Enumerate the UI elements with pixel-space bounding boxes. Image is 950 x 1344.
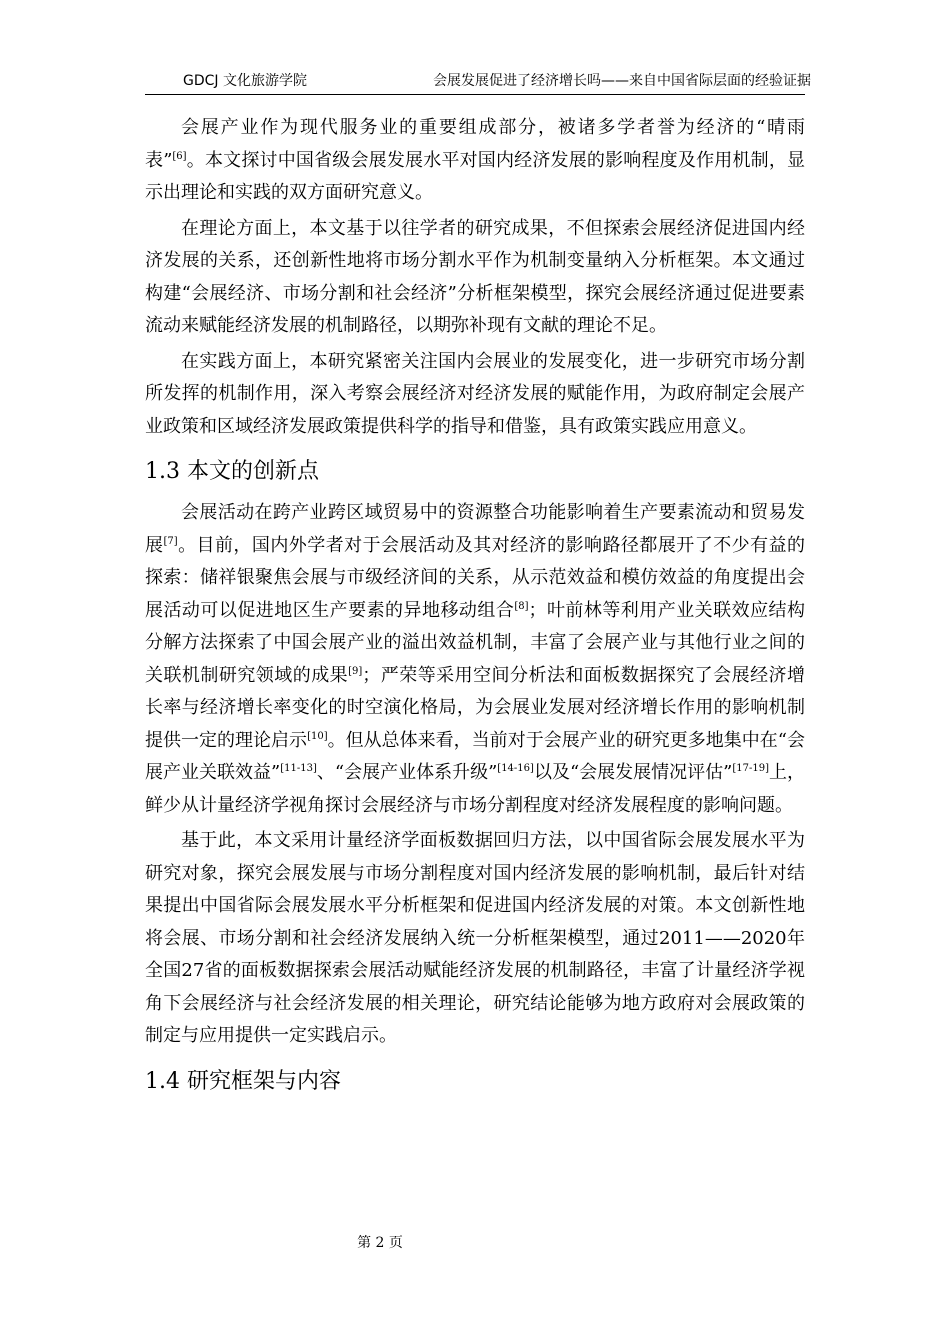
paragraph-intro: 会展产业作为现代服务业的重要组成部分，被诸多学者誉为经济的“晴雨表”[6]。本文探讨中国省级会展发展水平对国内经济发展的影响程度及作用机制，显示出理论和实践的双方面研究意义。 [145, 117, 806, 203]
paragraph-literature: 会展活动在跨产业跨区域贸易中的资源整合功能影响着生产要素流动和贸易发展[7]。目前，国内外学者对于会展活动及其对经济的影响路径都展开了不少有益的探索：储祥银聚焦会展与市级经济间的关系，从示范效益和模仿效益的角度提出会展活动可以促进地区生产要素的异地移动组合[8]；叶前林等利用产业关联效应结构分解方法探索了中国会展产业的溢出效益机制，丰富了会展产业与其他行业之间的关联机制研究领域的成果[9]；严荣等采用空间分析法和面板数据探究了会展经济增长率与经济增长率变化的时空演化格局，为会展业发展对经济增长作用的影响机制提供一定的理论启示[10]。但从总体来看，当前对于会展产业的研究更多地集中在“会展产业关联效益”[11-13]、“会展产业体系升级”[14-16]以及“会展发展情况评估”[17-19]上，鲜少从计量经济学视角探讨会展经济与市场分割程度对经济发展程度的影响问题。 [145, 502, 806, 816]
citation: [8] [514, 600, 529, 612]
paragraph-theory: 在理论方面上，本文基于以往学者的研究成果，不但探索会展经济促进国内经济发展的关系，还创新性地将市场分割水平作为机制变量纳入分析框架。本文通过构建“会展经济、市场分割和社会经济”分析框架模型，探究会展经济通过促进要素流动来赋能经济发展的机制路径，以期弥补现有文献的理论不足。 [145, 217, 805, 336]
citation: [7] [163, 535, 178, 547]
paragraph-method: 基于此，本文采用计量经济学面板数据回归方法，以中国省际会展发展水平为研究对象，探究会展发展与市场分割程度对国内经济发展的影响机制，最后针对结果提出中国省际会展发展水平分析框架和促进国内经济发展的对策。本文创新性地将会展、市场分割和社会经济发展纳入统一分析框架模型，通过2011——2020年全国27省的面板数据探索会展活动赋能经济发展的机制路径，丰富了计量经济学视角下会展经济与社会经济发展的相关理论，研究结论能够为地方政府对会展政策的制定与应用提供一定实践启示。 [145, 830, 805, 1046]
header-institution: GDCJ 文化旅游学院 [183, 73, 307, 89]
citation: [9] [348, 665, 363, 677]
page-body [145, 112, 805, 1107]
citation: [17-19] [732, 763, 770, 774]
paragraph-practice: 在实践方面上，本研究紧密关注国内会展业的发展变化，进一步研究市场分割所发挥的机制作用，深入考察会展经济对经济发展的赋能作用，为政府制定会展产业政策和区域经济发展政策提供科学的指导和借鉴，具有政策实践应用意义。 [145, 350, 805, 437]
section-heading-1-3: 1.3 本文的创新点 [145, 459, 320, 484]
citation: [14-16] [497, 763, 534, 774]
citation: [10] [307, 730, 328, 742]
section-heading-1-4: 1.4 研究框架与内容 [145, 1068, 342, 1094]
citation: [11-13] [280, 763, 317, 774]
header-paper-title: 会展发展促进了经济增长吗——来自中国省际层面的经验证据 [433, 73, 811, 89]
citation: [6] [172, 150, 187, 162]
page-header [145, 68, 811, 95]
page-number: 第 2 页 [357, 1235, 403, 1251]
